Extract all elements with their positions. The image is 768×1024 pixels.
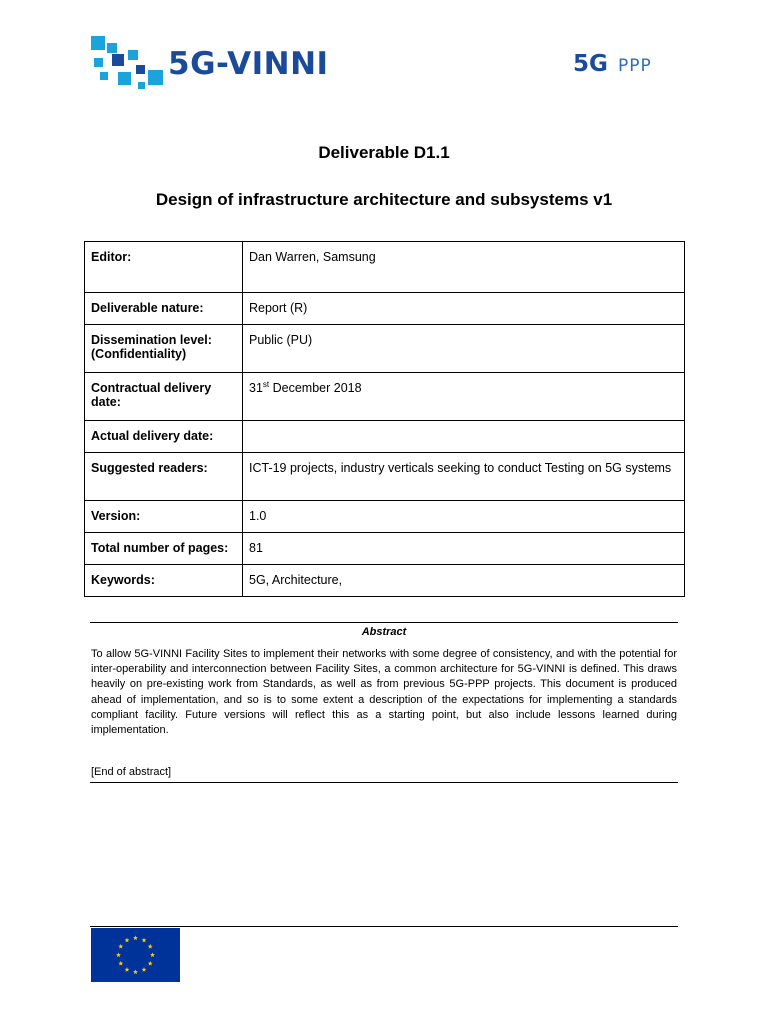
row-label-line1: Dissemination level: <box>91 333 212 347</box>
row-label: Version: <box>85 501 243 533</box>
row-value <box>243 373 685 421</box>
row-value: ICT-19 projects, industry verticals seeking to conduct Testing on 5G systems <box>243 453 685 501</box>
abstract-end-marker: [End of abstract] <box>91 766 172 778</box>
5g-ppp-logo <box>572 46 672 76</box>
row-label: Editor: <box>85 242 243 293</box>
ppp-logo-prefix: 5G <box>573 51 608 76</box>
table-row <box>85 453 685 501</box>
ppp-logo-suffix: PPP <box>618 56 652 76</box>
row-label: Keywords: <box>85 565 243 597</box>
table-row <box>85 533 685 565</box>
abstract-top-rule <box>90 622 678 623</box>
row-value <box>243 421 685 453</box>
row-label: Contractual delivery date: <box>85 373 243 421</box>
table-row <box>85 421 685 453</box>
table-row <box>85 242 685 293</box>
footer-rule <box>90 926 678 927</box>
deliverable-title: Design of infrastructure architecture and subsystems v1 <box>155 190 613 209</box>
row-label-line2: (Confidentiality) <box>91 347 187 361</box>
5g-vinni-logo <box>90 32 352 92</box>
date-day: 31 <box>249 381 263 395</box>
row-value: 81 <box>243 533 685 565</box>
deliverable-number: Deliverable D1.1 <box>318 143 450 162</box>
pixel-mark-icon <box>91 36 163 89</box>
date-rest: December 2018 <box>269 381 362 395</box>
abstract-body: To allow 5G-VINNI Facility Sites to implement their networks with some degree of consistency, and with the potential for inter-operability and interconnection between Facility Sites, a common architecture for 5G-VINNI is defined. This draws heavily on pre-existing work from Standards, as well as from previous 5G-PPP projects. This document is produced ahead of implementation, and so is to some extent a description of the expectations for implementing a standards compliant facility. Future versions will reflect this as a starting point, but also include lessons learned during implementation. <box>91 648 677 737</box>
row-value: Dan Warren, Samsung <box>243 242 685 293</box>
table-row <box>85 501 685 533</box>
row-value: 1.0 <box>243 501 685 533</box>
table-row <box>85 293 685 325</box>
row-label: Total number of pages: <box>85 533 243 565</box>
row-label: Deliverable nature: <box>85 293 243 325</box>
date-ordinal: st <box>262 379 270 389</box>
abstract-bottom-rule <box>90 782 678 783</box>
table-row <box>85 325 685 373</box>
abstract-heading: Abstract <box>361 626 407 638</box>
row-label <box>85 325 243 373</box>
row-label: Suggested readers: <box>85 453 243 501</box>
row-label: Actual delivery date: <box>85 421 243 453</box>
row-value: Public (PU) <box>243 325 685 373</box>
deliverable-meta-table <box>84 241 685 597</box>
eu-flag-icon <box>91 928 180 982</box>
table-row <box>85 373 685 421</box>
logo-wordmark: 5G-VINNI <box>168 46 329 82</box>
table-row <box>85 565 685 597</box>
row-value: Report (R) <box>243 293 685 325</box>
row-value: 5G, Architecture, <box>243 565 685 597</box>
